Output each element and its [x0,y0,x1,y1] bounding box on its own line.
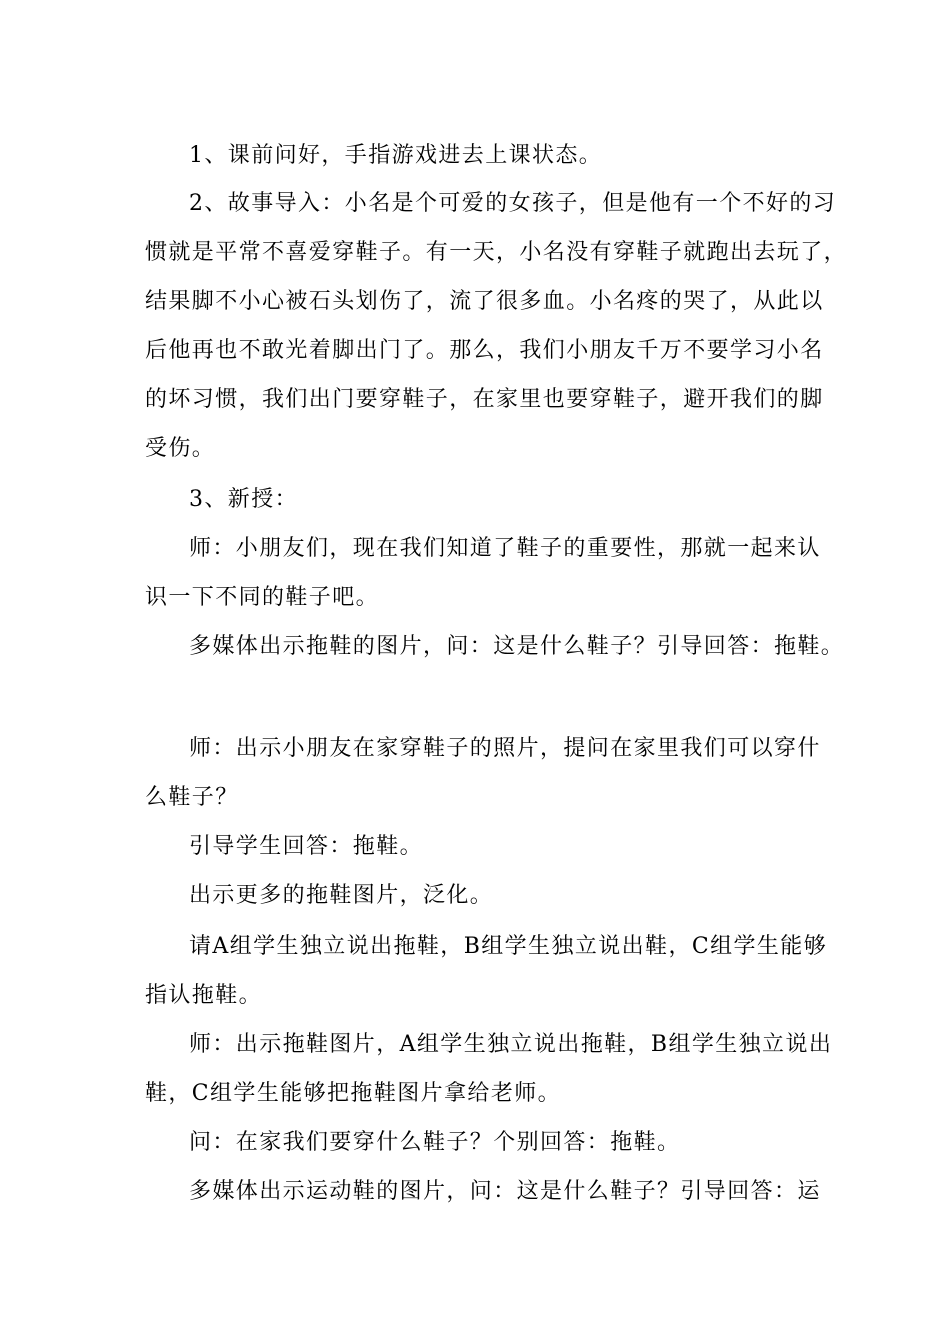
text-line: 1、课前问好，手指游戏进去上课状态。 [189,143,603,168]
text-line: 受伤。 [145,436,216,461]
text-line: 后他再也不敢光着脚出门了。那么，我们小朋友千万不要学习小名 [145,338,824,363]
text-line: 鞋，C组学生能够把拖鞋图片拿给老师。 [145,1081,562,1106]
text-line: 么鞋子？ [145,785,239,810]
text-line: 引导学生回答：拖鞋。 [189,834,424,859]
text-line: 2、故事导入：小名是个可爱的女孩子，但是他有一个不好的习 [189,191,837,216]
text-line: 惯就是平常不喜爱穿鞋子。有一天，小名没有穿鞋子就跑出去玩了， [145,240,848,265]
text-line: 结果脚不小心被石头划伤了，流了很多血。小名疼的哭了，从此以 [145,289,824,314]
text-line: 识一下不同的鞋子吧。 [145,585,380,610]
text-line: 多媒体出示运动鞋的图片，问：这是什么鞋子？引导回答：运 [189,1179,821,1204]
text-line: 的坏习惯，我们出门要穿鞋子，在家里也要穿鞋子，避开我们的脚 [145,387,824,412]
text-line: 多媒体出示拖鞋的图片，问：这是什么鞋子？引导回答：拖鞋。 [189,634,845,659]
text-line: 问：在家我们要穿什么鞋子？个别回答：拖鞋。 [189,1130,681,1155]
text-line: 出示更多的拖鞋图片，泛化。 [189,883,494,908]
text-line: 师：出示小朋友在家穿鞋子的照片，提问在家里我们可以穿什 [189,736,821,761]
text-line: 指认拖鞋。 [145,983,263,1008]
text-line: 师：出示拖鞋图片，A组学生独立说出拖鞋，B组学生独立说出 [189,1032,833,1057]
text-line: 请A组学生独立说出拖鞋，B组学生独立说出鞋，C组学生能够 [189,934,828,959]
text-line: 3、新授： [189,487,298,512]
text-line: 师：小朋友们，现在我们知道了鞋子的重要性，那就一起来认 [189,536,821,561]
